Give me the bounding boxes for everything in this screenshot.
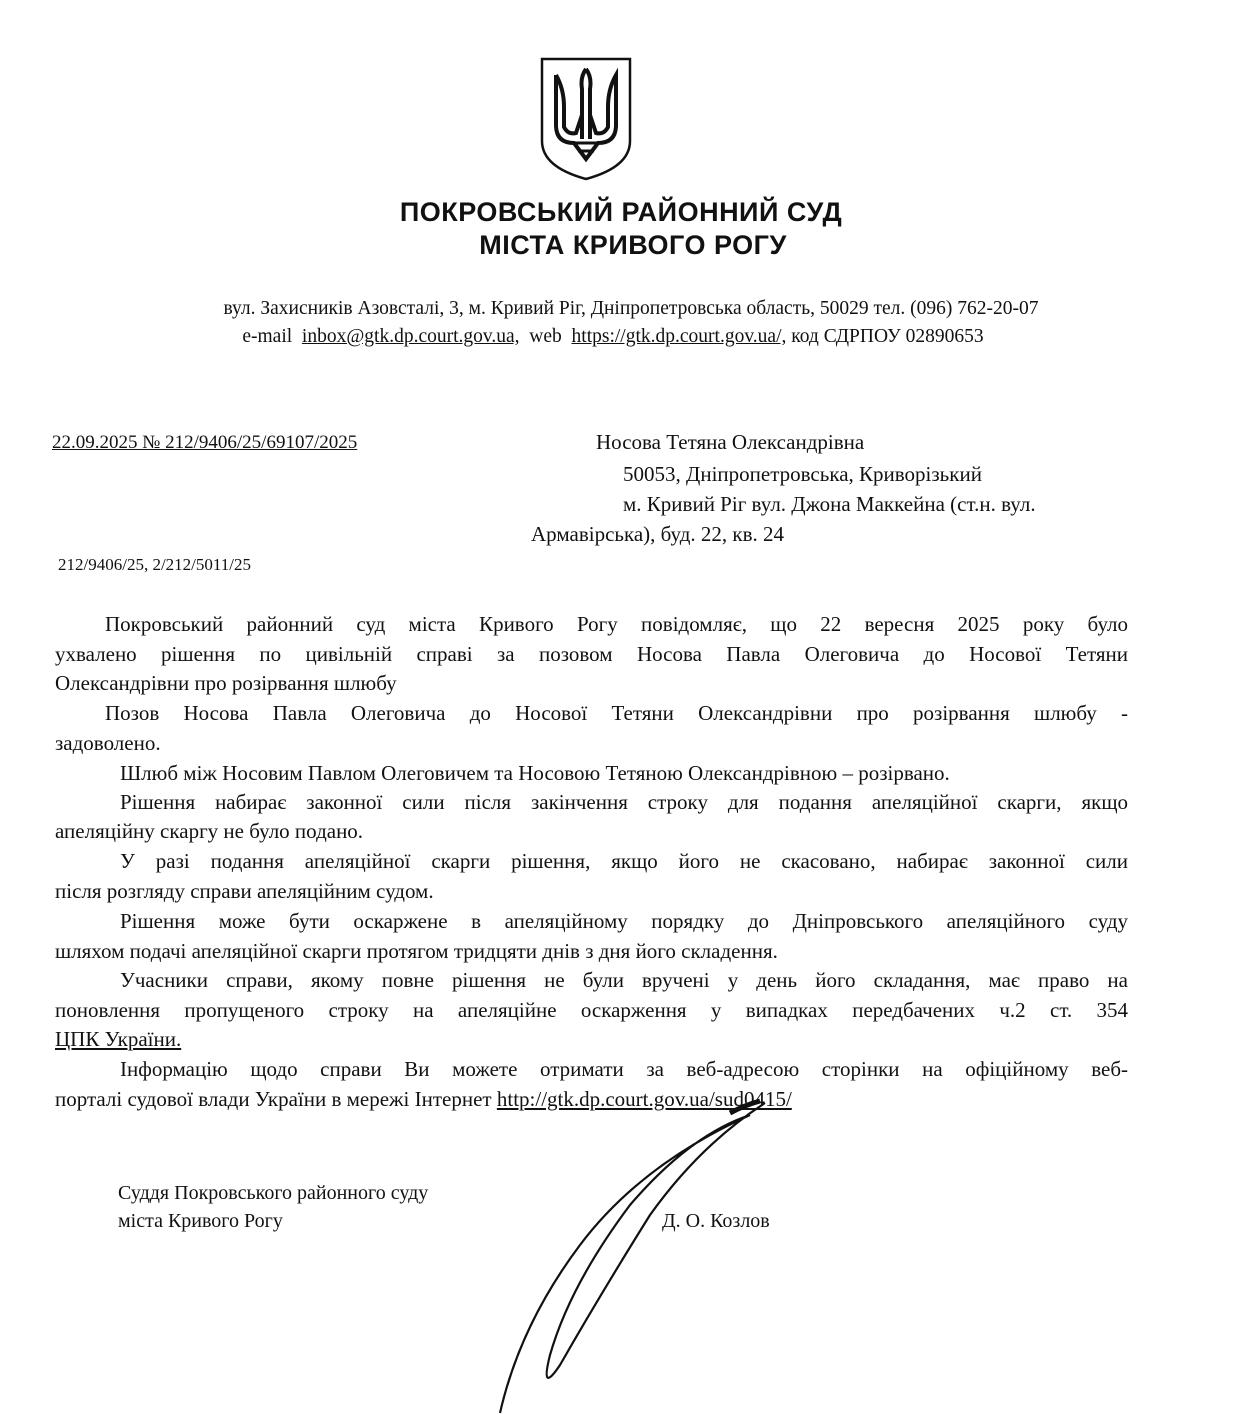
- outgoing-date-number: 22.09.2025 № 212/9406/25/69107/2025: [52, 432, 358, 453]
- case-numbers: 212/9406/25, 2/212/5011/25: [58, 555, 251, 574]
- body-line: після розгляду справи апеляційним судом.: [55, 879, 434, 903]
- recipient-address-line2: м. Кривий Ріг вул. Джона Маккейна (ст.н. вул.: [623, 492, 1036, 516]
- body-line: Рішення може бути оскаржене в апеляційному порядку до Дніпровського апеляційного суду: [120, 909, 1128, 933]
- recipient-name: Носова Тетяна Олександрівна: [596, 430, 865, 454]
- body-line: Олександрівни про розірвання шлюбу: [55, 671, 397, 695]
- body-line: апеляційну скаргу не було подано.: [55, 819, 364, 843]
- judge-position-line1: Суддя Покровського районного суду: [118, 1182, 429, 1204]
- web-link[interactable]: https://gtk.dp.court.gov.ua/,: [571, 326, 787, 347]
- court-contacts: [0, 326, 1234, 348]
- email-link[interactable]: inbox@gtk.dp.court.gov.ua,: [301, 326, 520, 347]
- edrpou-code: код СДРПОУ 02890653: [791, 326, 984, 347]
- coat-of-arms-emblem: [538, 55, 634, 183]
- recipient-address-line3: Армавірська), буд. 22, кв. 24: [531, 522, 785, 546]
- court-name-line1: ПОКРОВСЬКИЙ РАЙОННИЙ СУД: [399, 197, 843, 227]
- body-line: задоволено.: [55, 731, 161, 755]
- body-line[interactable]: ЦПК України.: [55, 1027, 182, 1051]
- body-line: шляхом подачі апеляційної скарги протягом тридцяти днів з дня його складення.: [55, 939, 778, 963]
- web-label: web: [529, 326, 562, 347]
- court-name-line2: МІСТА КРИВОГО РОГУ: [479, 230, 787, 260]
- body-line: Учасники справи, якому повне рішення не були вручені у день його складання, має право на: [120, 968, 1128, 992]
- body-line: Покровський районний суд міста Кривого Рогу повідомляє, що 22 вересня 2025 року було: [105, 612, 1128, 636]
- judge-position-line2: міста Кривого Рогу: [118, 1210, 283, 1232]
- recipient-address-line1: 50053, Дніпропетровська, Криворізький: [623, 462, 982, 486]
- body-line: Інформацію щодо справи Ви можете отримати за веб-адресою сторінки на офіційному веб-: [120, 1057, 1128, 1081]
- court-address: вул. Захисників Азовсталі, 3, м. Кривий Ріг, Дніпропетровська область, 50029 тел. (096) 762-20-07: [223, 298, 1039, 319]
- trident-icon: [538, 55, 634, 183]
- body-line: Позов Носова Павла Олеговича до Носової Тетяни Олександрівни про розірвання шлюбу -: [105, 701, 1128, 725]
- body-line: Шлюб між Носовим Павлом Олеговичем та Носовою Тетяною Олександрівною – розірвано.: [120, 761, 950, 785]
- body-text: порталі судової влади України в мережі Інтернет: [55, 1087, 497, 1111]
- body-line: ухвалено рішення по цивільній справі за позовом Носова Павла Олеговича до Носової Тетяни: [55, 642, 1128, 666]
- court-page-link[interactable]: http://gtk.dp.court.gov.ua/sud0415/: [496, 1087, 792, 1111]
- body-line: поновлення пропущеного строку на апеляційне оскарження у випадках передбачених ч.2 ст. 354: [55, 998, 1128, 1022]
- handwritten-signature: [490, 1095, 790, 1414]
- body-line: Рішення набирає законної сили після закінчення строку для подання апеляційної скарги, якщо: [120, 790, 1128, 814]
- judge-name: Д. О. Козлов: [662, 1210, 770, 1232]
- email-label: e-mail: [242, 326, 293, 347]
- body-line: У разі подання апеляційної скарги рішення, якщо його не скасовано, набирає законної сили: [120, 849, 1128, 873]
